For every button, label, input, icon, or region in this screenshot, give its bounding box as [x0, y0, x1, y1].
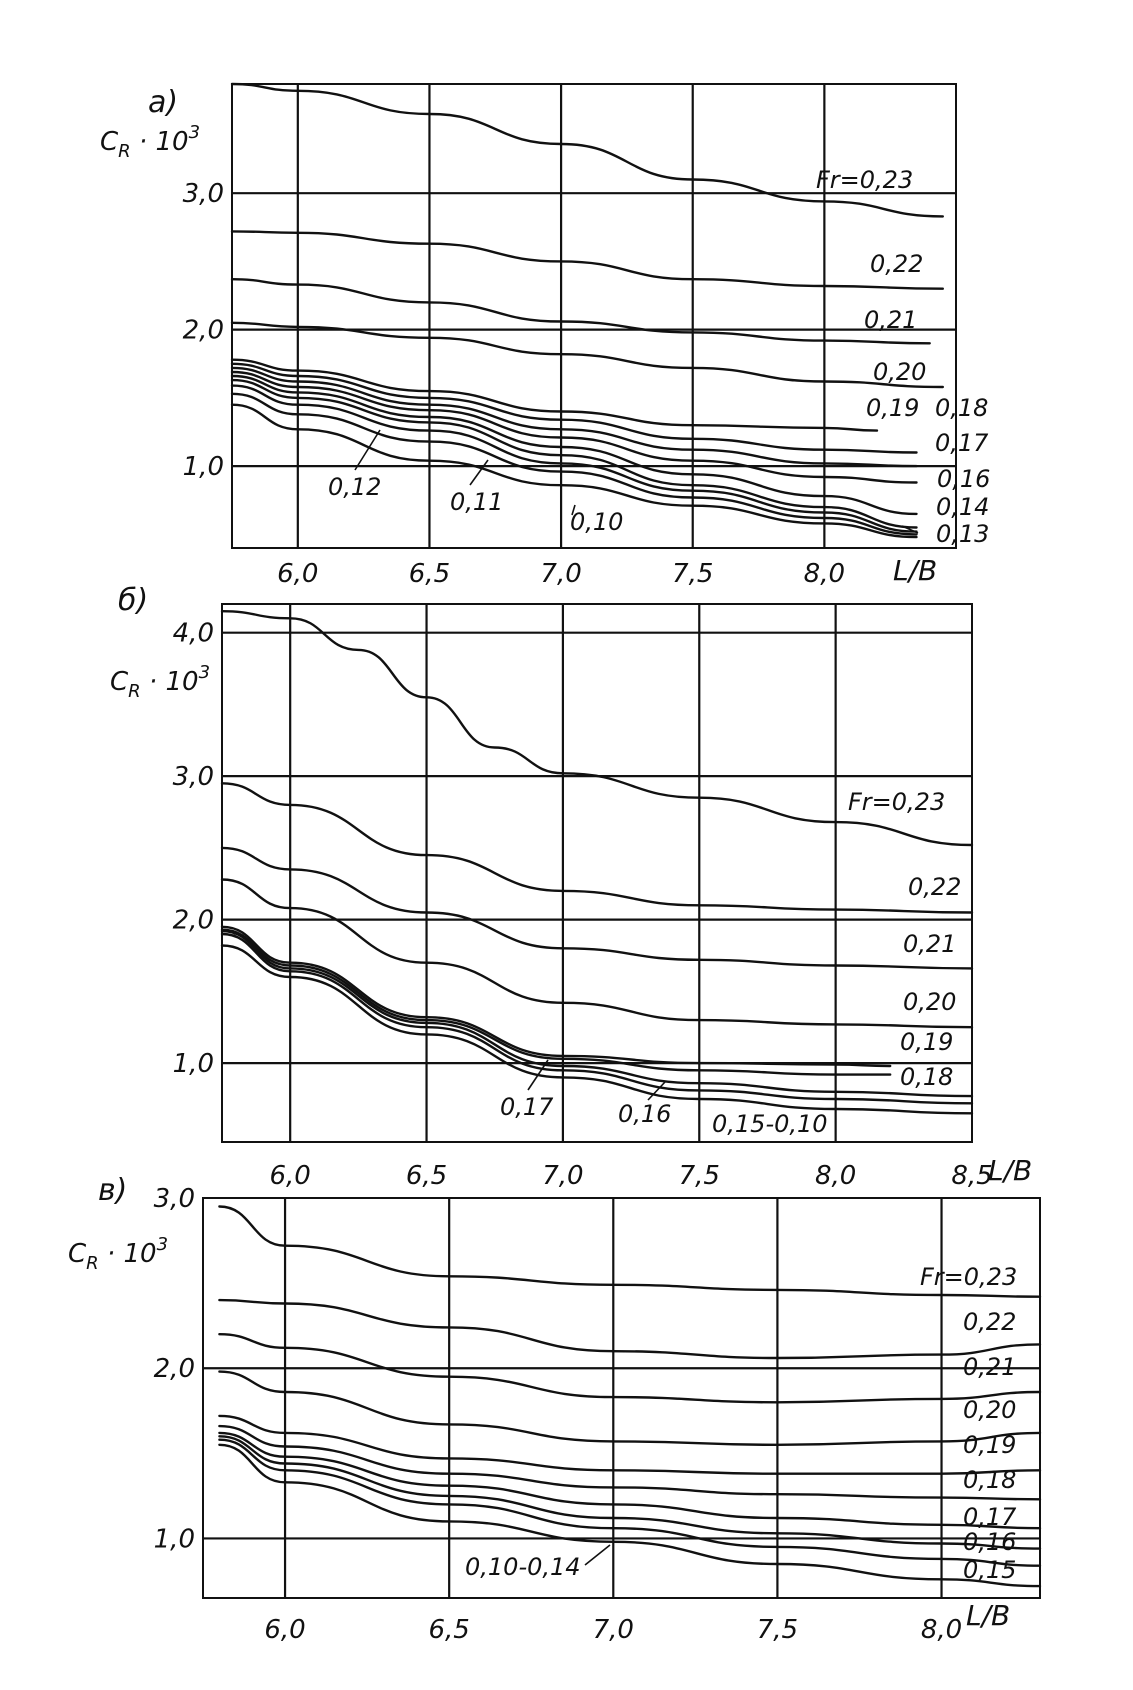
series-curve-020 [219, 1372, 1040, 1445]
y-tick-label: 3,0 [153, 1184, 195, 1214]
series-label-023: Fr=0,23 [816, 166, 914, 194]
y-axis-label: $C_R \cdot 10^3$ [68, 1234, 169, 1274]
y-tick-label: 1,0 [182, 452, 224, 483]
y-tick-label: 2,0 [182, 315, 224, 346]
series-label-011: 0,11 [450, 488, 504, 516]
series-label-014: 0,14 [936, 493, 990, 521]
series-label-019: 0,19 [900, 1028, 954, 1056]
x-tick-label: 8,0 [814, 1161, 857, 1191]
x-tick-label: 8,0 [803, 559, 846, 589]
x-tick-label: 7,5 [672, 559, 714, 589]
series-label-021: 0,21 [963, 1353, 1017, 1381]
series-curve-022 [232, 231, 943, 288]
panel-label: в) [98, 1173, 128, 1208]
series-label-016: 0,16 [937, 465, 991, 493]
series-curve-023 [219, 1207, 1040, 1297]
y-tick-label: 3,0 [172, 762, 214, 793]
x-tick-label: 8,5 [951, 1161, 993, 1191]
series-label-023: Fr=0,23 [848, 788, 946, 816]
series-label-012: 0,12 [328, 473, 382, 501]
series-label-018: 0,18 [963, 1466, 1017, 1494]
x-tick-label: 6,0 [269, 1161, 311, 1191]
series-curve-017 [219, 1433, 1040, 1528]
series-label-010: 0,10 [570, 508, 624, 536]
series-label-010-014: 0,10-0,14 [465, 1553, 581, 1581]
series-curve-016 [222, 934, 972, 1103]
y-axis-label: $C_R \cdot 10^3$ [110, 662, 211, 702]
series-curve-022 [219, 1300, 1040, 1358]
panel-label: б) [118, 583, 149, 618]
y-axis-label: $C_R \cdot 10^3$ [100, 122, 201, 162]
series-label-022: 0,22 [908, 873, 962, 901]
y-tick-label: 3,0 [182, 179, 224, 210]
x-axis-label: L/B [966, 1599, 1011, 1632]
series-label-017: 0,17 [500, 1093, 554, 1121]
x-tick-label: 8,0 [920, 1615, 963, 1645]
chart-panel-v [68, 1173, 1040, 1645]
series-curve-021 [222, 848, 972, 969]
x-tick-label: 6,5 [428, 1615, 470, 1645]
label-leader-line [470, 460, 488, 485]
series-curve-023 [232, 84, 943, 216]
series-label-017: 0,17 [963, 1503, 1017, 1531]
x-tick-label: 6,5 [405, 1161, 448, 1191]
series-curve-010-014 [219, 1445, 1040, 1586]
y-tick-label: 1,0 [172, 1049, 214, 1080]
series-label-021: 0,21 [864, 306, 918, 334]
chart-panel-a [100, 84, 990, 589]
x-tick-label: 7,0 [542, 1161, 584, 1191]
y-tick-label: 4,0 [172, 618, 214, 649]
series-curve-019 [219, 1416, 1040, 1474]
series-label-019: 0,19 [866, 394, 920, 422]
x-axis-label: L/B [893, 554, 938, 587]
series-curve-015 [219, 1440, 1040, 1566]
series-label-022: 0,22 [870, 250, 924, 278]
series-label-020: 0,20 [873, 358, 927, 386]
label-leader-line [585, 1545, 610, 1565]
x-tick-label: 6,5 [408, 559, 451, 589]
series-label-018: 0,18 [900, 1063, 954, 1091]
series-label-016: 0,16 [618, 1100, 672, 1128]
series-label-020: 0,20 [903, 988, 957, 1016]
series-curve-020 [232, 323, 943, 387]
y-tick-label: 1,0 [153, 1524, 195, 1555]
series-label-019: 0,19 [963, 1431, 1017, 1459]
chart-panel-b [110, 583, 1032, 1191]
x-tick-label: 7,5 [678, 1161, 720, 1191]
plot-frame [222, 604, 972, 1142]
series-curve-015-010 [222, 946, 972, 1114]
series-label-021: 0,21 [903, 930, 957, 958]
x-axis-label: L/B [988, 1154, 1033, 1187]
y-tick-label: 2,0 [172, 905, 214, 936]
series-label-020: 0,20 [963, 1396, 1017, 1424]
series-label-018: 0,18 [935, 394, 989, 422]
series-curve-020 [222, 880, 972, 1028]
y-tick-label: 2,0 [153, 1354, 195, 1385]
series-label-023: Fr=0,23 [920, 1263, 1018, 1291]
x-tick-label: 7,0 [540, 559, 582, 589]
x-tick-label: 6,0 [264, 1615, 306, 1645]
series-label-016: 0,16 [963, 1528, 1017, 1556]
series-label-015: 0,15 [963, 1556, 1017, 1584]
x-tick-label: 7,5 [756, 1615, 799, 1645]
series-label-015-010: 0,15-0,10 [712, 1110, 828, 1138]
series-label-022: 0,22 [963, 1308, 1017, 1336]
panel-label: а) [148, 85, 179, 120]
x-tick-label: 6,0 [277, 559, 319, 589]
x-tick-label: 7,0 [592, 1615, 634, 1645]
series-label-017: 0,17 [935, 429, 989, 457]
series-label-013: 0,13 [936, 520, 990, 548]
